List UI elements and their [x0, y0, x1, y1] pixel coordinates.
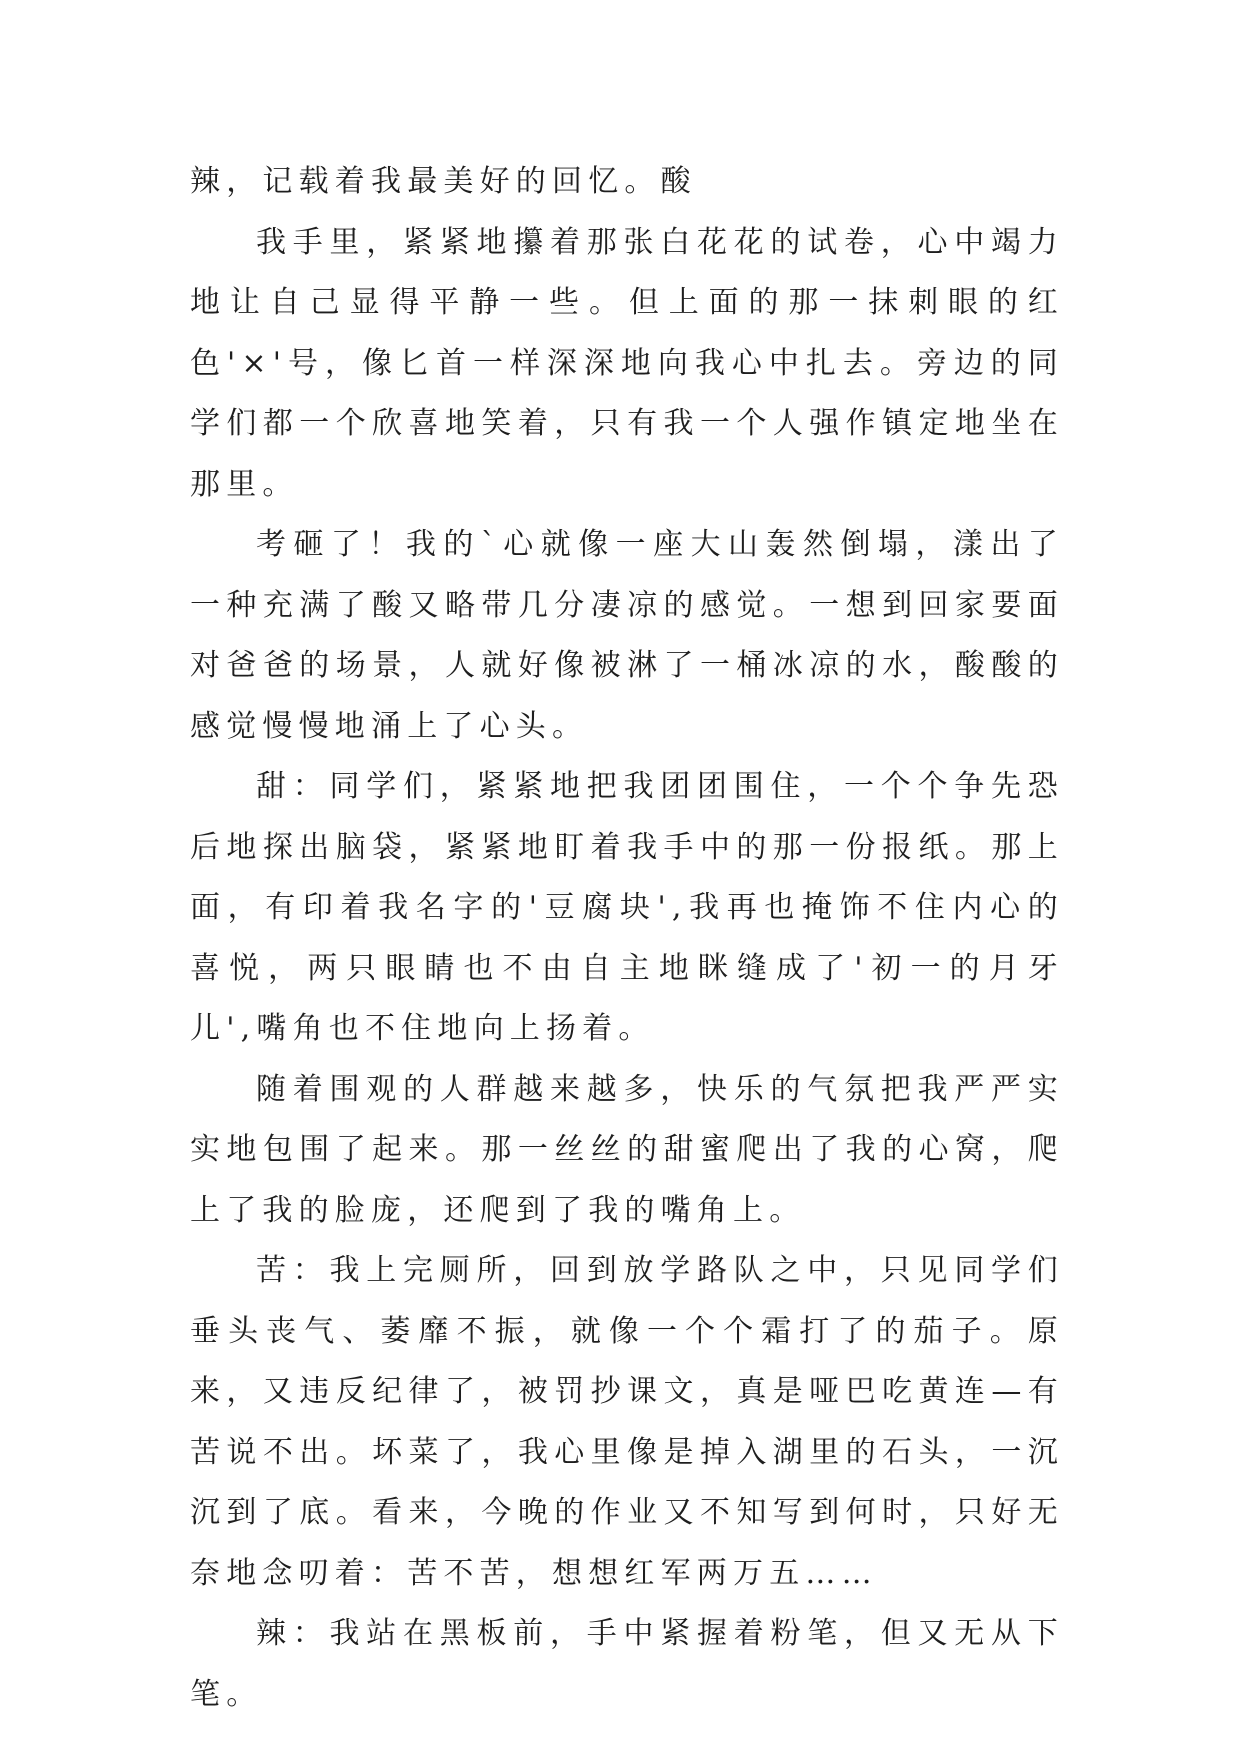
- paragraph-4: 甜：同学们，紧紧地把我团团围住，一个个争先恐后地探出脑袋，紧紧地盯着我手中的那一份报纸。那上面，有印着我名字的'豆腐块',我再也掩饰不住内心的喜悦，两只眼睛也不由自主地眯缝成了'初一的月牙儿',嘴角也不住地向上扬着。: [190, 769, 1064, 1046]
- paragraph-5: 随着围观的人群越来越多，快乐的气氛把我严严实实地包围了起来。那一丝丝的甜蜜爬出了我的心窝，爬上了我的脸庞，还爬到了我的嘴角上。: [190, 1071, 1064, 1228]
- paragraph-7: 辣：我站在黑板前，手中紧握着粉笔，但又无从下笔。: [190, 1616, 1064, 1712]
- paragraph-2: 我手里，紧紧地攥着那张白花花的试卷，心中竭力地让自己显得平静一些。但上面的那一抹刺眼的红色'×'号，像匕首一样深深地向我心中扎去。旁边的同学们都一个欣喜地笑着，只有我一个人强作镇定地坐在那里。: [190, 224, 1064, 502]
- paragraph-1: 辣，记载着我最美好的回忆。酸: [190, 164, 697, 199]
- document-page: [190, 152, 1064, 1725]
- paragraph-6: 苦：我上完厕所，回到放学路队之中，只见同学们垂头丧气、萎靡不振，就像一个个霜打了的茄子。原来，又违反纪律了，被罚抄课文，真是哑巴吃黄连—有苦说不出。坏菜了，我心里像是掉入湖里的石头，一沉沉到了底。看来，今晚的作业又不知写到何时，只好无奈地念叨着：苦不苦，想想红军两万五……: [190, 1253, 1064, 1591]
- paragraph-3: 考砸了！我的`心就像一座大山轰然倒塌，漾出了一种充满了酸又略带几分凄凉的感觉。一想到回家要面对爸爸的场景，人就好像被淋了一桶冰凉的水，酸酸的感觉慢慢地涌上了心头。: [190, 527, 1064, 744]
